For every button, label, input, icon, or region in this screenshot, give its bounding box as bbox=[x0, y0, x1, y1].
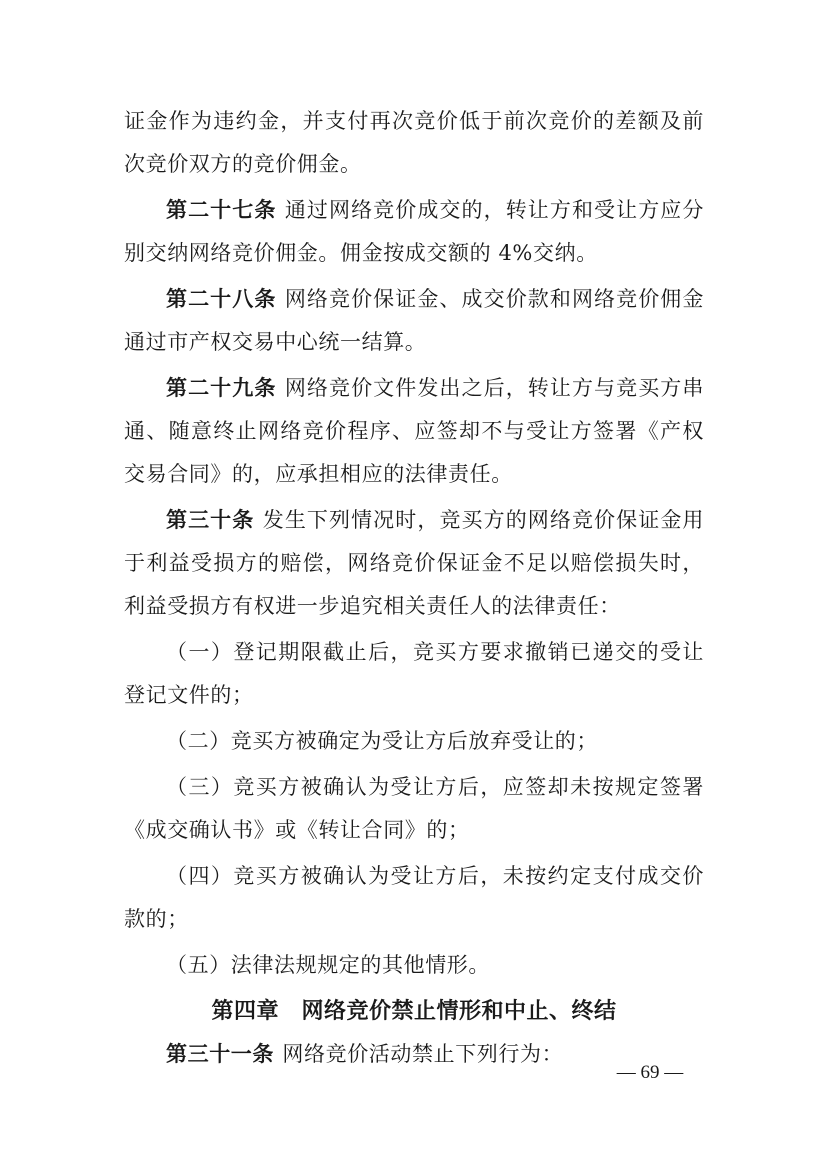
paragraph-text: 证金作为违约金，并支付再次竞价低于前次竞价的差额及前次竞价双方的竞价佣金。 bbox=[124, 109, 704, 176]
article-29 bbox=[124, 367, 704, 496]
document-body bbox=[124, 100, 704, 1076]
article-28 bbox=[124, 278, 704, 364]
list-item-3 bbox=[124, 766, 704, 852]
chapter-heading: 第四章 网络竞价禁止情形和中止、终结 bbox=[211, 999, 617, 1024]
article-text: 发生下列情况时，竞买方的网络竞价保证金用于利益受损方的赔偿，网络竞价保证金不足以赔偿损失时，利益受损方有权进一步追究相关责任人的法律责任： bbox=[124, 508, 705, 618]
article-30 bbox=[124, 499, 704, 628]
article-text: 网络竞价文件发出之后，转让方与竞买方串通、随意终止网络竞价程序、应签却不与受让方签署《产权交易合同》的，应承担相应的法律责任。 bbox=[124, 376, 704, 486]
article-number: 第二十九条 bbox=[166, 376, 277, 400]
list-item-text: （四）竞买方被确认为受让方后，未按约定支付成交价款的； bbox=[124, 864, 704, 931]
list-item-text: （二）竞买方被确定为受让方后放弃受让的； bbox=[166, 729, 598, 753]
article-text: 网络竞价保证金、成交价款和网络竞价佣金通过市产权交易中心统一结算。 bbox=[124, 287, 704, 354]
list-item-5 bbox=[124, 944, 704, 987]
list-item-1 bbox=[124, 631, 704, 717]
page-number: — 69 — bbox=[616, 1062, 684, 1083]
article-text: 网络竞价活动禁止下列行为： bbox=[282, 1042, 564, 1066]
article-number: 第三十一条 bbox=[166, 1042, 274, 1066]
article-text: 通过网络竞价成交的，转让方和受让方应分别交纳网络竞价佣金。佣金按成交额的 4%交纳。 bbox=[124, 198, 704, 265]
paragraph-continuation bbox=[124, 100, 704, 186]
article-number: 第二十七条 bbox=[166, 198, 277, 222]
list-item-text: （一）登记期限截止后，竞买方要求撤销已递交的受让登记文件的； bbox=[124, 640, 704, 707]
article-27 bbox=[124, 189, 704, 275]
article-number: 第三十条 bbox=[166, 508, 255, 532]
list-item-4 bbox=[124, 855, 704, 941]
article-number: 第二十八条 bbox=[166, 287, 277, 311]
list-item-2 bbox=[124, 720, 704, 763]
list-item-text: （三）竞买方被确认为受让方后，应签却未按规定签署《成交确认书》或《转让合同》的； bbox=[124, 775, 704, 842]
list-item-text: （五）法律法规规定的其他情形。 bbox=[166, 953, 490, 977]
